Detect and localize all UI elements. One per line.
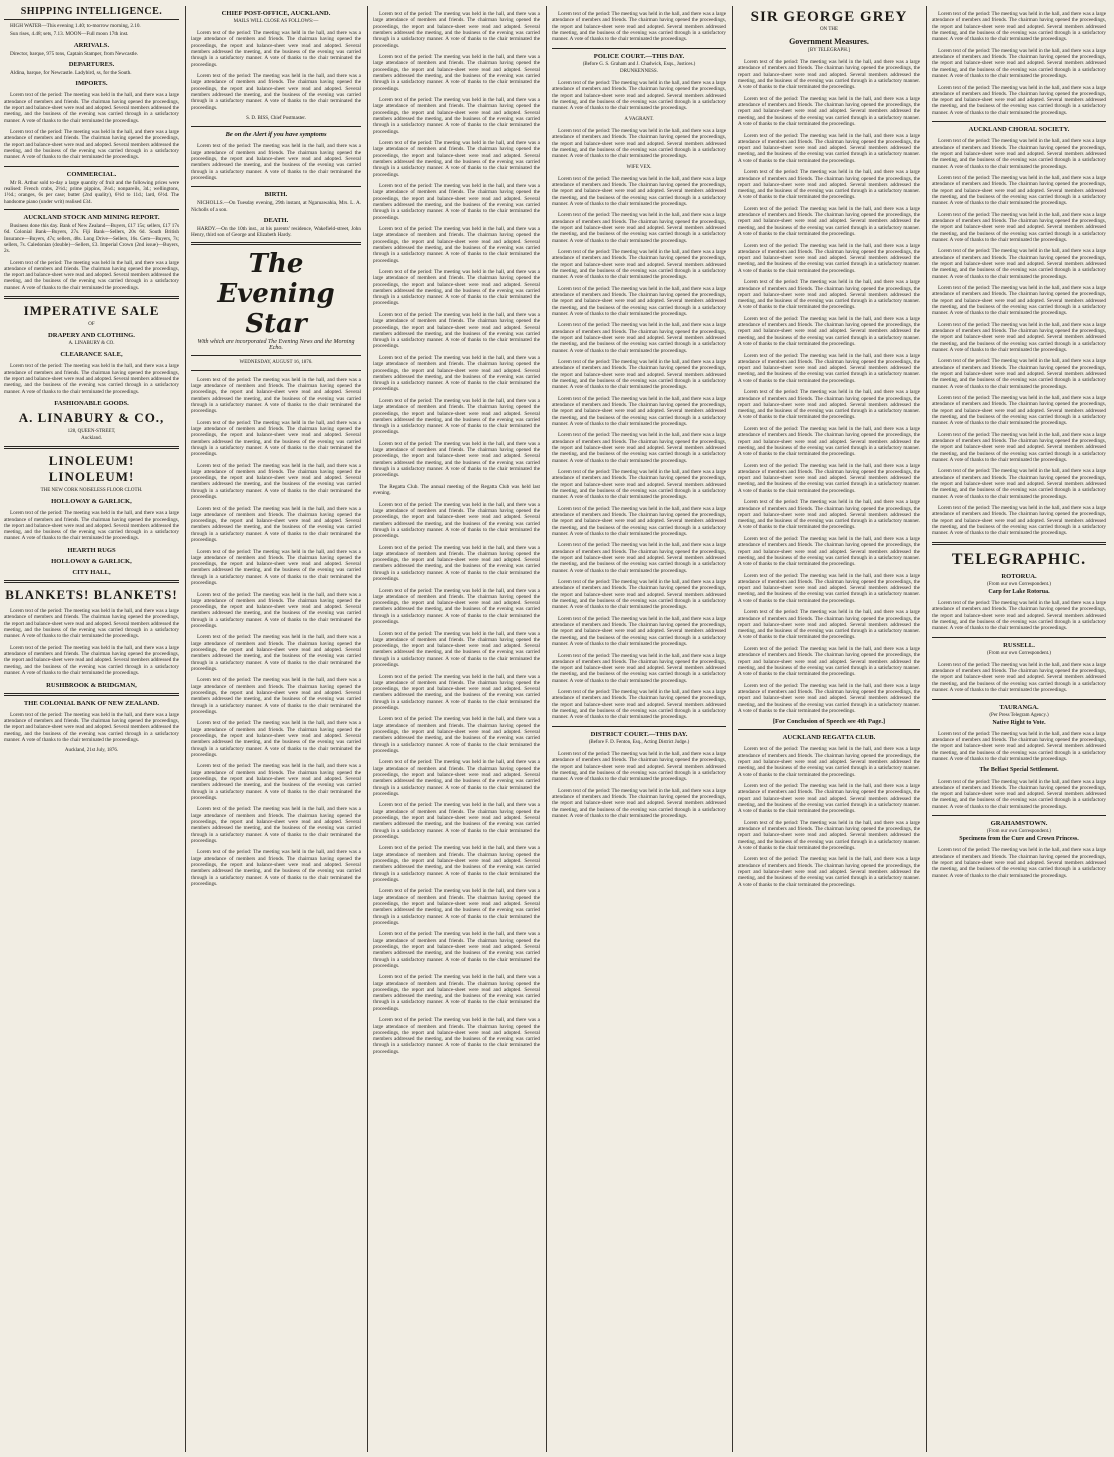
court-p15: Lorem text of the period: The meeting was held in the hall, and there was a large attendance of members and friends. The chairman having opened the proceedings, the report and balance-sheet were read and adopted. Several members addressed the meeting, and the business of the evening was carried through in a satisfactory manner. A vote of thanks to the chair terminated the proceedings. — [552, 689, 726, 721]
speech-p9: Lorem text of the period: The meeting was held in the hall, and there was a large attendance of members and friends. The chairman having opened the proceedings, the report and balance-sheet were read and adopted. Several members addressed the meeting, and the business of the evening was carried through in a satisfactory manner. A vote of thanks to the chair terminated the proceedings. — [738, 352, 920, 384]
regatta-p2: Lorem text of the period: The meeting was held in the hall, and there was a large attendance of members and friends. The chairman having opened the proceedings, the report and balance-sheet were read and adopted. Several members addressed the meeting, and the business of the evening was carried through in a satisfactory manner. A vote of thanks to the chair terminated the proceedings. — [738, 783, 920, 815]
arrivals-text: Director, barque, 975 tons, Captain Stamper, from Newcastle. — [10, 50, 139, 57]
leader-p7: Lorem text of the period: The meeting was held in the hall, and there was a large attendance of members and friends. The chairman having opened the proceedings, the report and balance-sheet were read and adopted. Several members addressed the meeting, and the business of the evening was carried through in a satisfactory manner. A vote of thanks to the chair terminated the proceedings. — [191, 634, 361, 672]
commercial-heading: COMMERCIAL. — [66, 170, 117, 178]
linabury-name: A. LINABURY & CO. — [68, 341, 115, 347]
speech-p1: Lorem text of the period: The meeting was held in the hall, and there was a large attendance of members and friends. The chairman having opened the proceedings, the report and balance-sheet were read and adopted. Several members addressed the meeting, and the business of the evening was carried through in a satisfactory manner. A vote of thanks to the chair terminated the proceedings. — [738, 59, 920, 91]
native-right-text: Lorem text of the period: The meeting was held in the hall, and there was a large attendance of members and friends. The chairman having opened the proceedings, the report and balance-sheet were read and adopted. Several members addressed the meeting, and the business of the evening was carried through in a satisfactory manner. A vote of thanks to the chair terminated the proceedings. — [932, 730, 1106, 762]
district-court-heading: DISTRICT COURT.—THIS DAY. — [590, 730, 688, 738]
departures-text: Aldina, barque, for Newcastle. Ladybird, ss, for the South. — [10, 69, 132, 76]
specimens-heading: Specimens from the Cure and Crown Princess. — [959, 836, 1079, 843]
tauranga-heading: TAURANGA. — [999, 703, 1039, 711]
carp-text: Lorem text of the period: The meeting was held in the hall, and there was a large attendance of members and friends. The chairman having opened the proceedings, the report and balance-sheet were read and adopted. Several members addressed the meeting, and the business of the evening was carried through in a satisfactory manner. A vote of thanks to the chair terminated the proceedings. — [932, 599, 1106, 632]
column-courts — [548, 6, 730, 1452]
masthead-title: The Evening Star — [217, 249, 335, 340]
birth-heading: BIRTH. — [264, 191, 288, 199]
news-p9: Lorem text of the period: The meeting was held in the hall, and there was a large attendance of members and friends. The chairman having opened the proceedings, the report and balance-sheet were read and adopted. Several members addressed the meeting, and the business of the evening was carried through in a satisfactory manner. A vote of thanks to the chair terminated the proceedings. — [373, 354, 540, 393]
speech-p17: Lorem text of the period: The meeting was held in the hall, and there was a large attendance of members and friends. The chairman having opened the proceedings, the report and balance-sheet were read and adopted. Several members addressed the meeting, and the business of the evening was carried through in a satisfactory manner. A vote of thanks to the chair terminated the proceedings. — [738, 645, 920, 678]
leader-p11: Lorem text of the period: The meeting was held in the hall, and there was a large attendance of members and friends. The chairman having opened the proceedings, the report and balance-sheet were read and adopted. Several members addressed the meeting, and the business of the evening was carried through in a satisfactory manner. A vote of thanks to the chair terminated the proceedings. — [191, 806, 361, 844]
holloway-big: HOLLOWAY & GARLICK, — [51, 557, 132, 565]
news-p7: Lorem text of the period: The meeting was held in the hall, and there was a large attendance of members and friends. The chairman having opened the proceedings, the report and balance-sheet were read and adopted. Several members addressed the meeting, and the business of the evening was carried through in a satisfactory manner. A vote of thanks to the chair terminated the proceedings. — [373, 269, 540, 307]
high-water: HIGH WATER—This evening 1.40; to-morrow morning, 2.10. — [10, 23, 141, 29]
choral-p3: Lorem text of the period: The meeting was held in the hall, and there was a large attendance of members and friends. The chairman having opened the proceedings, the report and balance-sheet were read and adopted. Several members addressed the meeting, and the business of the evening was carried through in a satisfactory manner. A vote of thanks to the chair terminated the proceedings. — [932, 211, 1106, 243]
blankets-text-2: Lorem text of the period: The meeting was held in the hall, and there was a large attendance of members and friends. The chairman having opened the proceedings, the report and balance-sheet were read and adopted. Several members addressed the meeting, and the business of the evening was carried through in a satisfactory manner. A vote of thanks to the chair terminated the proceedings. — [4, 644, 179, 677]
speech-p4: Lorem text of the period: The meeting was held in the hall, and there was a large attendance of members and friends. The chairman having opened the proceedings, the report and balance-sheet were read and adopted. Several members addressed the meeting, and the business of the evening was carried through in a satisfactory manner. A vote of thanks to the chair terminated the proceedings. — [738, 169, 920, 201]
news-p18: Lorem text of the period: The meeting was held in the hall, and there was a large attendance of members and friends. The chairman having opened the proceedings, the report and balance-sheet were read and adopted. Several members addressed the meeting, and the business of the evening was carried through in a satisfactory manner. A vote of thanks to the chair terminated the proceedings. — [373, 759, 540, 797]
choral-p10: Lorem text of the period: The meeting was held in the hall, and there was a large attendance of members and friends. The chairman having opened the proceedings, the report and balance-sheet were read and adopted. Several members addressed the meeting, and the business of the evening was carried through in a satisfactory manner. A vote of thanks to the chair terminated the proceedings. — [932, 468, 1106, 500]
alert-heading: Be on the Alert if you have symptoms — [225, 131, 327, 139]
hearth-rugs: HEARTH RUGS — [67, 546, 116, 554]
rotorua-heading: ROTORUA. — [1001, 572, 1037, 580]
news-p21: Lorem text of the period: The meeting was held in the hall, and there was a large attendance of members and friends. The chairman having opened the proceedings, the report and balance-sheet were read and adopted. Several members addressed the meeting, and the business of the evening was carried through in a satisfactory manner. A vote of thanks to the chair terminated the proceedings. — [373, 888, 540, 926]
leader-p1: Lorem text of the period: The meeting was held in the hall, and there was a large attendance of members and friends. The chairman having opened the proceedings, the report and balance-sheet were read and adopted. Several members addressed the meeting, and the business of the evening was carried through in a satisfactory manner. A vote of thanks to the chair terminated the proceedings. — [191, 376, 361, 415]
court-p14: Lorem text of the period: The meeting was held in the hall, and there was a large attendance of members and friends. The chairman having opened the proceedings, the report and balance-sheet were read and adopted. Several members addressed the meeting, and the business of the evening was carried through in a satisfactory manner. A vote of thanks to the chair terminated the proceedings. — [552, 652, 726, 684]
imports-heading: IMPORTS. — [75, 80, 108, 88]
commercial-text: Mr R. Arthur sold to-day a large quantity of fruit and the following prices were realised: French crabs, 2½d.; prime pippins, 3¼d.; nonpareils, 3d.; wellingtons, 1½d.; oranges, 6s per case; butter (2nd quality), 6½d to 11d.; lard, 6½d. The handsome piano (under writ) realised £34. — [4, 179, 179, 205]
belfast-text: Lorem text of the period: The meeting was held in the hall, and there was a large attendance of members and friends. The chairman having opened the proceedings, the report and balance-sheet were read and adopted. Several members addressed the meeting, and the business of the evening was carried through in a satisfactory manner. A vote of thanks to the chair terminated the proceedings. — [932, 778, 1106, 810]
speech-p8: Lorem text of the period: The meeting was held in the hall, and there was a large attendance of members and friends. The chairman having opened the proceedings, the report and balance-sheet were read and adopted. Several members addressed the meeting, and the business of the evening was carried through in a satisfactory manner. A vote of thanks to the chair terminated the proceedings. — [738, 315, 920, 348]
bank-date: Auckland, 21st July, 1876. — [64, 748, 119, 754]
news-p12: Lorem text of the period: The meeting was held in the hall, and there was a large attendance of members and friends. The chairman having opened the proceedings, the report and balance-sheet were read and adopted. Several members addressed the meeting, and the business of the evening was carried through in a satisfactory manner. A vote of thanks to the chair terminated the proceedings. — [373, 501, 540, 540]
news-p24: Lorem text of the period: The meeting was held in the hall, and there was a large attendance of members and friends. The chairman having opened the proceedings, the report and balance-sheet were read and adopted. Several members addressed the meeting, and the business of the evening was carried through in a satisfactory manner. A vote of thanks to the chair terminated the proceedings. — [373, 1017, 540, 1055]
column-news — [369, 6, 544, 1452]
news-p15: Lorem text of the period: The meeting was held in the hall, and there was a large attendance of members and friends. The chairman having opened the proceedings, the report and balance-sheet were read and adopted. Several members addressed the meeting, and the business of the evening was carried through in a satisfactory manner. A vote of thanks to the chair terminated the proceedings. — [373, 630, 540, 669]
news-p6: Lorem text of the period: The meeting was held in the hall, and there was a large attendance of members and friends. The chairman having opened the proceedings, the report and balance-sheet were read and adopted. Several members addressed the meeting, and the business of the evening was carried through in a satisfactory manner. A vote of thanks to the chair terminated the proceedings. — [373, 226, 540, 264]
choral-p9: Lorem text of the period: The meeting was held in the hall, and there was a large attendance of members and friends. The chairman having opened the proceedings, the report and balance-sheet were read and adopted. Several members addressed the meeting, and the business of the evening was carried through in a satisfactory manner. A vote of thanks to the chair terminated the proceedings. — [932, 431, 1106, 463]
wife-vex-label: WIFE VEX. — [626, 164, 652, 170]
birth-text: NICHOLLS.—On Tuesday evening, 29th instant, at Ngaruawahia, Mrs. L. A. Nicholls of a son. — [191, 200, 361, 213]
news-p23: Lorem text of the period: The meeting was held in the hall, and there was a large attendance of members and friends. The chairman having opened the proceedings, the report and balance-sheet were read and adopted. Several members addressed the meeting, and the business of the evening was carried through in a satisfactory manner. A vote of thanks to the chair terminated the proceedings. — [373, 974, 540, 1012]
imperative-sale-title: IMPERATIVE SALE — [23, 303, 160, 319]
news-p13: Lorem text of the period: The meeting was held in the hall, and there was a large attendance of members and friends. The chairman having opened the proceedings, the report and balance-sheet were read and adopted. Several members addressed the meeting, and the business of the evening was carried through in a satisfactory manner. A vote of thanks to the chair terminated the proceedings. — [373, 544, 540, 583]
news-p19: Lorem text of the period: The meeting was held in the hall, and there was a large attendance of members and friends. The chairman having opened the proceedings, the report and balance-sheet were read and adopted. Several members addressed the meeting, and the business of the evening was carried through in a satisfactory manner. A vote of thanks to the chair terminated the proceedings. — [373, 802, 540, 840]
belfast-heading: The Belfast Special Settlement. — [979, 767, 1059, 774]
court-p10: Lorem text of the period: The meeting was held in the hall, and there was a large attendance of members and friends. The chairman having opened the proceedings, the report and balance-sheet were read and adopted. Several members addressed the meeting, and the business of the evening was carried through in a satisfactory manner. A vote of thanks to the chair terminated the proceedings. — [552, 505, 726, 537]
departures-heading: DEPARTURES. — [68, 60, 115, 68]
death-heading: DEATH. — [263, 216, 289, 224]
speech-p14: Lorem text of the period: The meeting was held in the hall, and there was a large attendance of members and friends. The chairman having opened the proceedings, the report and balance-sheet were read and adopted. Several members addressed the meeting, and the business of the evening was carried through in a satisfactory manner. A vote of thanks to the chair terminated the proceedings. — [738, 535, 920, 568]
russell-text: Lorem text of the period: The meeting was held in the hall, and there was a large attendance of members and friends. The chairman having opened the proceedings, the report and balance-sheet were read and adopted. Several members addressed the meeting, and the business of the evening was carried through in a satisfactory manner. A vote of thanks to the chair terminated the proceedings. — [932, 661, 1106, 694]
queen-street: 128, QUEEN-STREET, — [67, 429, 116, 435]
court-p3: Lorem text of the period: The meeting was held in the hall, and there was a large attendance of members and friends. The chairman having opened the proceedings, the report and balance-sheet were read and adopted. Several members addressed the meeting, and the business of the evening was carried through in a satisfactory manner. A vote of thanks to the chair terminated the proceedings. — [552, 249, 726, 281]
shipping-news: Lorem text of the period: The meeting was held in the hall, and there was a large attendance of members and friends. The chairman having opened the proceedings, the report and balance-sheet were read and adopted. Several members addressed the meeting, and the business of the evening was carried through in a satisfactory manner. A vote of thanks to the chair terminated the proceedings. — [4, 129, 179, 161]
column-shipping — [0, 6, 183, 1452]
regatta-heading: AUCKLAND REGATTA CLUB. — [782, 734, 876, 742]
district-p1: Lorem text of the period: The meeting was held in the hall, and there was a large attendance of members and friends. The chairman having opened the proceedings, the report and balance-sheet were read and adopted. Several members addressed the meeting, and the business of the evening was carried through in a satisfactory manner. A vote of thanks to the chair terminated the proceedings. — [552, 751, 726, 783]
column-telegraphic — [928, 6, 1110, 1452]
leader-p6: Lorem text of the period: The meeting was held in the hall, and there was a large attendance of members and friends. The chairman having opened the proceedings, the report and balance-sheet were read and adopted. Several members addressed the meeting, and the business of the evening was carried through in a satisfactory manner. A vote of thanks to the chair terminated the proceedings. — [191, 591, 361, 629]
speech-p11: Lorem text of the period: The meeting was held in the hall, and there was a large attendance of members and friends. The chairman having opened the proceedings, the report and balance-sheet were read and adopted. Several members addressed the meeting, and the business of the evening was carried through in a satisfactory manner. A vote of thanks to the chair terminated the proceedings. — [738, 425, 920, 458]
gov-measures-heading: Government Measures. — [789, 37, 869, 46]
of-label: OF — [88, 322, 95, 328]
district-court-sub: (Before F. D. Fenton, Esq., Acting District Judge.) — [588, 739, 690, 745]
clearance-text: Lorem text of the period: The meeting was held in the hall, and there was a large attendance of members and friends. The chairman having opened the proceedings, the report and balance-sheet were read and adopted. Several members addressed the meeting, and the business of the evening was carried through in a satisfactory manner. A vote of thanks to the chair terminated the proceedings. — [4, 363, 179, 395]
speech-p13: Lorem text of the period: The meeting was held in the hall, and there was a large attendance of members and friends. The chairman having opened the proceedings, the report and balance-sheet were read and adopted. Several members addressed the meeting, and the business of the evening was carried through in a satisfactory manner. A vote of thanks to the chair terminated the proceedings. — [738, 499, 920, 531]
speech-p15: Lorem text of the period: The meeting was held in the hall, and there was a large attendance of members and friends. The chairman having opened the proceedings, the report and balance-sheet were read and adopted. Several members addressed the meeting, and the business of the evening was carried through in a satisfactory manner. A vote of thanks to the chair terminated the proceedings. — [738, 572, 920, 604]
mails-text-2: Lorem text of the period: The meeting was held in the hall, and there was a large attendance of members and friends. The chairman having opened the proceedings, the report and balance-sheet were read and adopted. Several members addressed the meeting, and the business of the evening was carried through in a satisfactory manner. A vote of thanks to the chair terminated the proceedings. — [191, 73, 361, 111]
court-p1: Lorem text of the period: The meeting was held in the hall, and there was a large attendance of members and friends. The chairman having opened the proceedings, the report and balance-sheet were read and adopted. Several members addressed the meeting, and the business of the evening was carried through in a satisfactory manner. A vote of thanks to the chair terminated the proceedings. — [552, 175, 726, 207]
stock-heading: AUCKLAND STOCK AND MINING REPORT. — [23, 213, 160, 221]
choral-p7: Lorem text of the period: The meeting was held in the hall, and there was a large attendance of members and friends. The chairman having opened the proceedings, the report and balance-sheet were read and adopted. Several members addressed the meeting, and the business of the evening was carried through in a satisfactory manner. A vote of thanks to the chair terminated the proceedings. — [932, 358, 1106, 390]
russell-heading: RUSSELL. — [1003, 641, 1035, 649]
postmaster-sign: S. D. BISS, Chief Postmaster. — [246, 116, 306, 122]
police-court-sub: (Before G. S. Graham and J. Chadwick, Esqs., Justices.) — [582, 61, 696, 67]
shipping-heading: SHIPPING INTELLIGENCE. — [4, 6, 179, 20]
masthead-subtitle: With which are incorporated The Evening News and the Morning Echo. — [197, 339, 355, 352]
news-p5: Lorem text of the period: The meeting was held in the hall, and there was a large attendance of members and friends. The chairman having opened the proceedings, the report and balance-sheet were read and adopted. Several members addressed the meeting, and the business of the evening was carried through in a satisfactory manner. A vote of thanks to the chair terminated the proceedings. — [373, 183, 540, 221]
leader-p2: Lorem text of the period: The meeting was held in the hall, and there was a large attendance of members and friends. The chairman having opened the proceedings, the report and balance-sheet were read and adopted. Several members addressed the meeting, and the business of the evening was carried through in a satisfactory manner. A vote of thanks to the chair terminated the proceedings. — [191, 419, 361, 458]
blankets-text: Lorem text of the period: The meeting was held in the hall, and there was a large attendance of members and friends. The chairman having opened the proceedings, the report and balance-sheet were read and adopted. Several members addressed the meeting, and the business of the evening was carried through in a satisfactory manner. A vote of thanks to the chair terminated the proceedings. — [4, 608, 179, 640]
column-grey-speech — [734, 6, 924, 1452]
speech-p18: Lorem text of the period: The meeting was held in the hall, and there was a large attendance of members and friends. The chairman having opened the proceedings, the report and balance-sheet were read and adopted. Several members addressed the meeting, and the business of the evening was carried through in a satisfactory manner. A vote of thanks to the chair terminated the proceedings. — [738, 682, 920, 714]
news-p20: Lorem text of the period: The meeting was held in the hall, and there was a large attendance of members and friends. The chairman having opened the proceedings, the report and balance-sheet were read and adopted. Several members addressed the meeting, and the business of the evening was carried through in a satisfactory manner. A vote of thanks to the chair terminated the proceedings. — [373, 845, 540, 883]
on-the-label: ON THE — [819, 27, 839, 32]
court-p7: Lorem text of the period: The meeting was held in the hall, and there was a large attendance of members and friends. The chairman having opened the proceedings, the report and balance-sheet were read and adopted. Several members addressed the meeting, and the business of the evening was carried through in a satisfactory manner. A vote of thanks to the chair terminated the proceedings. — [552, 395, 726, 427]
choral-p11: Lorem text of the period: The meeting was held in the hall, and there was a large attendance of members and friends. The chairman having opened the proceedings, the report and balance-sheet were read and adopted. Several members addressed the meeting, and the business of the evening was carried through in a satisfactory manner. A vote of thanks to the chair terminated the proceedings. — [932, 505, 1106, 537]
news-p16: Lorem text of the period: The meeting was held in the hall, and there was a large attendance of members and friends. The chairman having opened the proceedings, the report and balance-sheet were read and adopted. Several members addressed the meeting, and the business of the evening was carried through in a satisfactory manner. A vote of thanks to the chair terminated the proceedings. — [373, 673, 540, 711]
news-p22: Lorem text of the period: The meeting was held in the hall, and there was a large attendance of members and friends. The chairman having opened the proceedings, the report and balance-sheet were read and adopted. Several members addressed the meeting, and the business of the evening was carried through in a satisfactory manner. A vote of thanks to the chair terminated the proceedings. — [373, 931, 540, 969]
speech-p16: Lorem text of the period: The meeting was held in the hall, and there was a large attendance of members and friends. The chairman having opened the proceedings, the report and balance-sheet were read and adopted. Several members addressed the meeting, and the business of the evening was carried through in a satisfactory manner. A vote of thanks to the chair terminated the proceedings. — [738, 609, 920, 641]
choral-p5: Lorem text of the period: The meeting was held in the hall, and there was a large attendance of members and friends. The chairman having opened the proceedings, the report and balance-sheet were read and adopted. Several members addressed the meeting, and the business of the evening was carried through in a satisfactory manner. A vote of thanks to the chair terminated the proceedings. — [932, 285, 1106, 317]
colonial-bank-text: Lorem text of the period: The meeting was held in the hall, and there was a large attendance of members and friends. The chairman having opened the proceedings, the report and balance-sheet were read and adopted. Several members addressed the meeting, and the business of the evening was carried through in a satisfactory manner. A vote of thanks to the chair terminated the proceedings. — [4, 711, 179, 743]
speech-p6: Lorem text of the period: The meeting was held in the hall, and there was a large attendance of members and friends. The chairman having opened the proceedings, the report and balance-sheet were read and adopted. Several members addressed the meeting, and the business of the evening was carried through in a satisfactory manner. A vote of thanks to the chair terminated the proceedings. — [738, 242, 920, 274]
grahamstown-heading: GRAHAMSTOWN. — [990, 820, 1048, 828]
native-right-heading: Native Right to Vote. — [992, 719, 1046, 726]
rushbrook-heading: RUSHBROOK & BRIDGMAN, — [46, 681, 137, 689]
specimens-text: Lorem text of the period: The meeting was held in the hall, and there was a large attendance of members and friends. The chairman having opened the proceedings, the report and balance-sheet were read and adopted. Several members addressed the meeting, and the business of the evening was carried through in a satisfactory manner. A vote of thanks to the chair terminated the proceedings. — [932, 847, 1106, 879]
choral-p8: Lorem text of the period: The meeting was held in the hall, and there was a large attendance of members and friends. The chairman having opened the proceedings, the report and balance-sheet were read and adopted. Several members addressed the meeting, and the business of the evening was carried through in a satisfactory manner. A vote of thanks to the chair terminated the proceedings. — [932, 395, 1106, 427]
district-p2: Lorem text of the period: The meeting was held in the hall, and there was a large attendance of members and friends. The chairman having opened the proceedings, the report and balance-sheet were read and adopted. Several members addressed the meeting, and the business of the evening was carried through in a satisfactory manner. A vote of thanks to the chair terminated the proceedings. — [552, 787, 726, 819]
police-court-heading: POLICE COURT.—THIS DAY. — [593, 52, 685, 60]
col6-p3: Lorem text of the period: The meeting was held in the hall, and there was a large attendance of members and friends. The chairman having opened the proceedings, the report and balance-sheet were read and adopted. Several members addressed the meeting, and the business of the evening was carried through in a satisfactory manner. A vote of thanks to the chair terminated the proceedings. — [932, 84, 1106, 116]
leader-p3: Lorem text of the period: The meeting was held in the hall, and there was a large attendance of members and friends. The chairman having opened the proceedings, the report and balance-sheet were read and adopted. Several members addressed the meeting, and the business of the evening was carried through in a satisfactory manner. A vote of thanks to the chair terminated the proceedings. — [191, 462, 361, 501]
court-p11: Lorem text of the period: The meeting was held in the hall, and there was a large attendance of members and friends. The chairman having opened the proceedings, the report and balance-sheet were read and adopted. Several members addressed the meeting, and the business of the evening was carried through in a satisfactory manner. A vote of thanks to the chair terminated the proceedings. — [552, 542, 726, 574]
column-notices — [187, 6, 365, 1452]
court-p8: Lorem text of the period: The meeting was held in the hall, and there was a large attendance of members and friends. The chairman having opened the proceedings, the report and balance-sheet were read and adopted. Several members addressed the meeting, and the business of the evening was carried through in a satisfactory manner. A vote of thanks to the chair terminated the proceedings. — [552, 432, 726, 464]
linoleum-sub: THE NEW CORK NOISELESS FLOOR CLOTH. — [40, 488, 143, 494]
linoleum-title: LINOLEUM! LINOLEUM! — [48, 453, 135, 485]
colonial-bank-heading: THE COLONIAL BANK OF NEW ZEALAND. — [23, 699, 160, 707]
choral-p6: Lorem text of the period: The meeting was held in the hall, and there was a large attendance of members and friends. The chairman having opened the proceedings, the report and balance-sheet were read and adopted. Several members addressed the meeting, and the business of the evening was carried through in a satisfactory manner. A vote of thanks to the chair terminated the proceedings. — [932, 321, 1106, 353]
death-text: HARDY.—On the 10th inst., at his parents' residence, Wakefield-street, John Henry, third son of George and Elizabeth Hardy. — [191, 225, 361, 239]
telegraphic-heading: TELEGRAPHIC. — [951, 550, 1087, 568]
stock-text: Business done this day. Bank of New Zealand—Buyers, £17 15s; sellers, £17 17s 6d. Colonial Bank—Buyers, 27s. Fiji Bank—Sellers, 20s 6d. South British Insurance—Buyers, 47s; sellers, 48s. Long Drive—Sellers, 16s. Gem—Buyers, 7s; sellers, 7s. Caledonian (double)—Sellers, £3. Imperial Crown (2nd issue)—Buyers, 2s. — [4, 222, 179, 255]
rotorua-sub: (From our own Correspondent.) — [987, 581, 1051, 587]
auckland-label: Auckland. — [81, 436, 102, 442]
tauranga-sub: (Per Press Telegram Agency.) — [989, 712, 1049, 718]
news-p17: Lorem text of the period: The meeting was held in the hall, and there was a large attendance of members and friends. The chairman having opened the proceedings, the report and balance-sheet were read and adopted. Several members addressed the meeting, and the business of the evening was carried through in a satisfactory manner. A vote of thanks to the chair terminated the proceedings. — [373, 716, 540, 754]
grahamstown-sub: (From our own Correspondent.) — [987, 829, 1051, 835]
news-p2: Lorem text of the period: The meeting was held in the hall, and there was a large attendance of members and friends. The chairman having opened the proceedings, the report and balance-sheet were read and adopted. Several members addressed the meeting, and the business of the evening was carried through in a satisfactory manner. A vote of thanks to the chair terminated the proceedings. — [373, 54, 540, 92]
vagrant-text: Lorem text of the period: The meeting was held in the hall, and there was a large attendance of members and friends. The chairman having opened the proceedings, the report and balance-sheet were read and adopted. Several members addressed the meeting, and the business of the evening was carried through in a satisfactory manner. A vote of thanks to the chair terminated the proceedings. — [552, 127, 726, 160]
court-p12: Lorem text of the period: The meeting was held in the hall, and there was a large attendance of members and friends. The chairman having opened the proceedings, the report and balance-sheet were read and adopted. Several members addressed the meeting, and the business of the evening was carried through in a satisfactory manner. A vote of thanks to the chair terminated the proceedings. — [552, 579, 726, 611]
clearance-heading: CLEARANCE SALE, — [60, 351, 123, 359]
news-p4: Lorem text of the period: The meeting was held in the hall, and there was a large attendance of members and friends. The chairman having opened the proceedings, the report and balance-sheet were read and adopted. Several members addressed the meeting, and the business of the evening was carried through in a satisfactory manner. A vote of thanks to the chair terminated the proceedings. — [373, 140, 540, 178]
choral-heading: AUCKLAND CHORAL SOCIETY. — [968, 126, 1070, 134]
news-p11: Lorem text of the period: The meeting was held in the hall, and there was a large attendance of members and friends. The chairman having opened the proceedings, the report and balance-sheet were read and adopted. Several members addressed the meeting, and the business of the evening was carried through in a satisfactory manner. A vote of thanks to the chair terminated the proceedings. — [373, 440, 540, 479]
speech-p5: Lorem text of the period: The meeting was held in the hall, and there was a large attendance of members and friends. The chairman having opened the proceedings, the report and balance-sheet were read and adopted. Several members addressed the meeting, and the business of the evening was carried through in a satisfactory manner. A vote of thanks to the chair terminated the proceedings. — [738, 205, 920, 238]
imports-text: Lorem text of the period: The meeting was held in the hall, and there was a large attendance of members and friends. The chairman having opened the proceedings, the report and balance-sheet were read and adopted. Several members addressed the meeting, and the business of the evening was carried through in a satisfactory manner. A vote of thanks to the chair terminated the proceedings. — [4, 92, 179, 124]
post-office-heading: CHIEF POST-OFFICE, AUCKLAND. — [221, 10, 331, 17]
drunk-text: Lorem text of the period: The meeting was held in the hall, and there was a large attendance of members and friends. The chairman having opened the proceedings, the report and balance-sheet were read and adopted. Several members addressed the meeting, and the business of the evening was carried through in a satisfactory manner. A vote of thanks to the chair terminated the proceedings. — [552, 80, 726, 112]
courts-intro: Lorem text of the period: The meeting was held in the hall, and there was a large attendance of members and friends. The chairman having opened the proceedings, the report and balance-sheet were read and adopted. Several members addressed the meeting, and the business of the evening was carried through in a satisfactory manner. A vote of thanks to the chair terminated the proceedings. — [552, 11, 726, 43]
issue-dateline: WEDNESDAY, AUGUST 16, 1876. — [239, 360, 313, 366]
choral-p1: Lorem text of the period: The meeting was held in the hall, and there was a large attendance of members and friends. The chairman having opened the proceedings, the report and balance-sheet were read and adopted. Several members addressed the meeting, and the business of the evening was carried through in a satisfactory manner. A vote of thanks to the chair terminated the proceedings. — [932, 138, 1106, 170]
mails-close: MAILS WILL CLOSE AS FOLLOWS:— — [233, 19, 319, 24]
leader-p9: Lorem text of the period: The meeting was held in the hall, and there was a large attendance of members and friends. The chairman having opened the proceedings, the report and balance-sheet were read and adopted. Several members addressed the meeting, and the business of the evening was carried through in a satisfactory manner. A vote of thanks to the chair terminated the proceedings. — [191, 720, 361, 758]
fashionable-goods: FASHIONABLE GOODS. — [54, 400, 129, 408]
court-p6: Lorem text of the period: The meeting was held in the hall, and there was a large attendance of members and friends. The chairman having opened the proceedings, the report and balance-sheet were read and adopted. Several members addressed the meeting, and the business of the evening was carried through in a satisfactory manner. A vote of thanks to the chair terminated the proceedings. — [552, 359, 726, 391]
regatta-p3: Lorem text of the period: The meeting was held in the hall, and there was a large attendance of members and friends. The chairman having opened the proceedings, the report and balance-sheet were read and adopted. Several members addressed the meeting, and the business of the evening was carried through in a satisfactory manner. A vote of thanks to the chair terminated the proceedings. — [738, 819, 920, 851]
drapery-heading: DRAPERY AND CLOTHING. — [48, 332, 135, 340]
blankets-title: BLANKETS! BLANKETS! — [5, 586, 178, 602]
choral-p4: Lorem text of the period: The meeting was held in the hall, and there was a large attendance of members and friends. The chairman having opened the proceedings, the report and balance-sheet were read and adopted. Several members addressed the meeting, and the business of the evening was carried through in a satisfactory manner. A vote of thanks to the chair terminated the proceedings. — [932, 248, 1106, 280]
col6-p2: Lorem text of the period: The meeting was held in the hall, and there was a large attendance of members and friends. The chairman having opened the proceedings, the report and balance-sheet were read and adopted. Several members addressed the meeting, and the business of the evening was carried through in a satisfactory manner. A vote of thanks to the chair terminated the proceedings. — [932, 47, 1106, 80]
col6-p1: Lorem text of the period: The meeting was held in the hall, and there was a large attendance of members and friends. The chairman having opened the proceedings, the report and balance-sheet were read and adopted. Several members addressed the meeting, and the business of the evening was carried through in a satisfactory manner. A vote of thanks to the chair terminated the proceedings. — [932, 11, 1106, 43]
linabury-big: A. LINABURY & CO., — [18, 410, 165, 426]
regatta-p4: Lorem text of the period: The meeting was held in the hall, and there was a large attendance of members and friends. The chairman having opened the proceedings, the report and balance-sheet were read and adopted. Several members addressed the meeting, and the business of the evening was carried through in a satisfactory manner. A vote of thanks to the chair terminated the proceedings. — [738, 856, 920, 888]
telegraph-tag: [BY TELEGRAPH.] — [808, 48, 850, 53]
court-p5: Lorem text of the period: The meeting was held in the hall, and there was a large attendance of members and friends. The chairman having opened the proceedings, the report and balance-sheet were read and adopted. Several members addressed the meeting, and the business of the evening was carried through in a satisfactory manner. A vote of thanks to the chair terminated the proceedings. — [552, 322, 726, 354]
leader-p8: Lorem text of the period: The meeting was held in the hall, and there was a large attendance of members and friends. The chairman having opened the proceedings, the report and balance-sheet were read and adopted. Several members addressed the meeting, and the business of the evening was carried through in a satisfactory manner. A vote of thanks to the chair terminated the proceedings. — [191, 677, 361, 715]
leader-p12: Lorem text of the period: The meeting was held in the hall, and there was a large attendance of members and friends. The chairman having opened the proceedings, the report and balance-sheet were read and adopted. Several members addressed the meeting, and the business of the evening was carried through in a satisfactory manner. A vote of thanks to the chair terminated the proceedings. — [191, 849, 361, 887]
linoleum-text: Lorem text of the period: The meeting was held in the hall, and there was a large attendance of members and friends. The chairman having opened the proceedings, the report and balance-sheet were read and adopted. Several members addressed the meeting, and the business of the evening was carried through in a satisfactory manner. A vote of thanks to the chair terminated the proceedings. — [4, 510, 179, 542]
news-p3: Lorem text of the period: The meeting was held in the hall, and there was a large attendance of members and friends. The chairman having opened the proceedings, the report and balance-sheet were read and adopted. Several members addressed the meeting, and the business of the evening was carried through in a satisfactory manner. A vote of thanks to the chair terminated the proceedings. — [373, 97, 540, 135]
carp-heading: Carp for Lake Rotorua. — [988, 588, 1050, 595]
speech-p10: Lorem text of the period: The meeting was held in the hall, and there was a large attendance of members and friends. The chairman having opened the proceedings, the report and balance-sheet were read and adopted. Several members addressed the meeting, and the business of the evening was carried through in a satisfactory manner. A vote of thanks to the chair terminated the proceedings. — [738, 389, 920, 421]
leader-p4: Lorem text of the period: The meeting was held in the hall, and there was a large attendance of members and friends. The chairman having opened the proceedings, the report and balance-sheet were read and adopted. Several members addressed the meeting, and the business of the evening was carried through in a satisfactory manner. A vote of thanks to the chair terminated the proceedings. — [191, 505, 361, 544]
speech-p3: Lorem text of the period: The meeting was held in the hall, and there was a large attendance of members and friends. The chairman having opened the proceedings, the report and balance-sheet were read and adopted. Several members addressed the meeting, and the business of the evening was carried through in a satisfactory manner. A vote of thanks to the chair terminated the proceedings. — [738, 132, 920, 164]
leader-p5: Lorem text of the period: The meeting was held in the hall, and there was a large attendance of members and friends. The chairman having opened the proceedings, the report and balance-sheet were read and adopted. Several members addressed the meeting, and the business of the evening was carried through in a satisfactory manner. A vote of thanks to the chair terminated the proceedings. — [191, 548, 361, 587]
court-p4: Lorem text of the period: The meeting was held in the hall, and there was a large attendance of members and friends. The chairman having opened the proceedings, the report and balance-sheet were read and adopted. Several members addressed the meeting, and the business of the evening was carried through in a satisfactory manner. A vote of thanks to the chair terminated the proceedings. — [552, 285, 726, 317]
news-p14: Lorem text of the period: The meeting was held in the hall, and there was a large attendance of members and friends. The chairman having opened the proceedings, the report and balance-sheet were read and adopted. Several members addressed the meeting, and the business of the evening was carried through in a satisfactory manner. A vote of thanks to the chair terminated the proceedings. — [373, 587, 540, 626]
drunkenness-label: DRUNKENNESS. — [620, 68, 658, 74]
vagrant-label: A VAGRANT. — [624, 116, 654, 122]
regatta-p1: Lorem text of the period: The meeting was held in the hall, and there was a large attendance of members and friends. The chairman having opened the proceedings, the report and balance-sheet were read and adopted. Several members addressed the meeting, and the business of the evening was carried through in a satisfactory manner. A vote of thanks to the chair terminated the proceedings. — [738, 746, 920, 778]
speech-p12: Lorem text of the period: The meeting was held in the hall, and there was a large attendance of members and friends. The chairman having opened the proceedings, the report and balance-sheet were read and adopted. Several members addressed the meeting, and the business of the evening was carried through in a satisfactory manner. A vote of thanks to the chair terminated the proceedings. — [738, 462, 920, 494]
news-p1: Lorem text of the period: The meeting was held in the hall, and there was a large attendance of members and friends. The chairman having opened the proceedings, the report and balance-sheet were read and adopted. Several members addressed the meeting, and the business of the evening was carried through in a satisfactory manner. A vote of thanks to the chair terminated the proceedings. — [373, 11, 540, 49]
mails-text: Lorem text of the period: The meeting was held in the hall, and there was a large attendance of members and friends. The chairman having opened the proceedings, the report and balance-sheet were read and adopted. Several members addressed the meeting, and the business of the evening was carried through in a satisfactory manner. A vote of thanks to the chair terminated the proceedings. — [191, 30, 361, 68]
sun-times: Sun rises, 4.48; sets, 7.13. MOON—Full moon 17th inst. — [10, 31, 129, 38]
news-p10: Lorem text of the period: The meeting was held in the hall, and there was a large attendance of members and friends. The chairman having opened the proceedings, the report and balance-sheet were read and adopted. Several members addressed the meeting, and the business of the evening was carried through in a satisfactory manner. A vote of thanks to the chair terminated the proceedings. — [373, 397, 540, 436]
speech-p7: Lorem text of the period: The meeting was held in the hall, and there was a large attendance of members and friends. The chairman having opened the proceedings, the report and balance-sheet were read and adopted. Several members addressed the meeting, and the business of the evening was carried through in a satisfactory manner. A vote of thanks to the chair terminated the proceedings. — [738, 279, 920, 311]
court-p13: Lorem text of the period: The meeting was held in the hall, and there was a large attendance of members and friends. The chairman having opened the proceedings, the report and balance-sheet were read and adopted. Several members addressed the meeting, and the business of the evening was carried through in a satisfactory manner. A vote of thanks to the chair terminated the proceedings. — [552, 615, 726, 648]
leader-p10: Lorem text of the period: The meeting was held in the hall, and there was a large attendance of members and friends. The chairman having opened the proceedings, the report and balance-sheet were read and adopted. Several members addressed the meeting, and the business of the evening was carried through in a satisfactory manner. A vote of thanks to the chair terminated the proceedings. — [191, 763, 361, 801]
court-p2: Lorem text of the period: The meeting was held in the hall, and there was a large attendance of members and friends. The chairman having opened the proceedings, the report and balance-sheet were read and adopted. Several members addressed the meeting, and the business of the evening was carried through in a satisfactory manner. A vote of thanks to the chair terminated the proceedings. — [552, 212, 726, 244]
alert-text: Lorem text of the period: The meeting was held in the hall, and there was a large attendance of members and friends. The chairman having opened the proceedings, the report and balance-sheet were read and adopted. Several members addressed the meeting, and the business of the evening was carried through in a satisfactory manner. A vote of thanks to the chair terminated the proceedings. — [191, 143, 361, 181]
holloway-heading: HOLLOWAY & GARLICK, — [51, 498, 132, 506]
speech-p2: Lorem text of the period: The meeting was held in the hall, and there was a large attendance of members and friends. The chairman having opened the proceedings, the report and balance-sheet were read and adopted. Several members addressed the meeting, and the business of the evening was carried through in a satisfactory manner. A vote of thanks to the chair terminated the proceedings. — [738, 95, 920, 128]
choral-p2: Lorem text of the period: The meeting was held in the hall, and there was a large attendance of members and friends. The chairman having opened the proceedings, the report and balance-sheet were read and adopted. Several members addressed the meeting, and the business of the evening was carried through in a satisfactory manner. A vote of thanks to the chair terminated the proceedings. — [932, 175, 1106, 207]
court-p9: Lorem text of the period: The meeting was held in the hall, and there was a large attendance of members and friends. The chairman having opened the proceedings, the report and balance-sheet were read and adopted. Several members addressed the meeting, and the business of the evening was carried through in a satisfactory manner. A vote of thanks to the chair terminated the proceedings. — [552, 469, 726, 501]
grey-heading: SIR GEORGE GREY — [750, 9, 908, 25]
conclusion-note: [For Conclusion of Speech see 4th Page.] — [772, 718, 886, 726]
stock-more: Lorem text of the period: The meeting was held in the hall, and there was a large attendance of members and friends. The chairman having opened the proceedings, the report and balance-sheet were read and adopted. Several members addressed the meeting, and the business of the evening was carried through in a satisfactory manner. A vote of thanks to the chair terminated the proceedings. — [4, 259, 179, 291]
city-hall: CITY HALL, — [72, 568, 111, 576]
regatta-summary: The Regatta Club. The annual meeting of the Regatta Club was held last evening. — [373, 483, 540, 497]
arrivals-heading: ARRIVALS. — [73, 41, 110, 49]
russell-sub: (From our own Correspondent.) — [987, 650, 1051, 656]
news-p8: Lorem text of the period: The meeting was held in the hall, and there was a large attendance of members and friends. The chairman having opened the proceedings, the report and balance-sheet were read and adopted. Several members addressed the meeting, and the business of the evening was carried through in a satisfactory manner. A vote of thanks to the chair terminated the proceedings. — [373, 311, 540, 350]
